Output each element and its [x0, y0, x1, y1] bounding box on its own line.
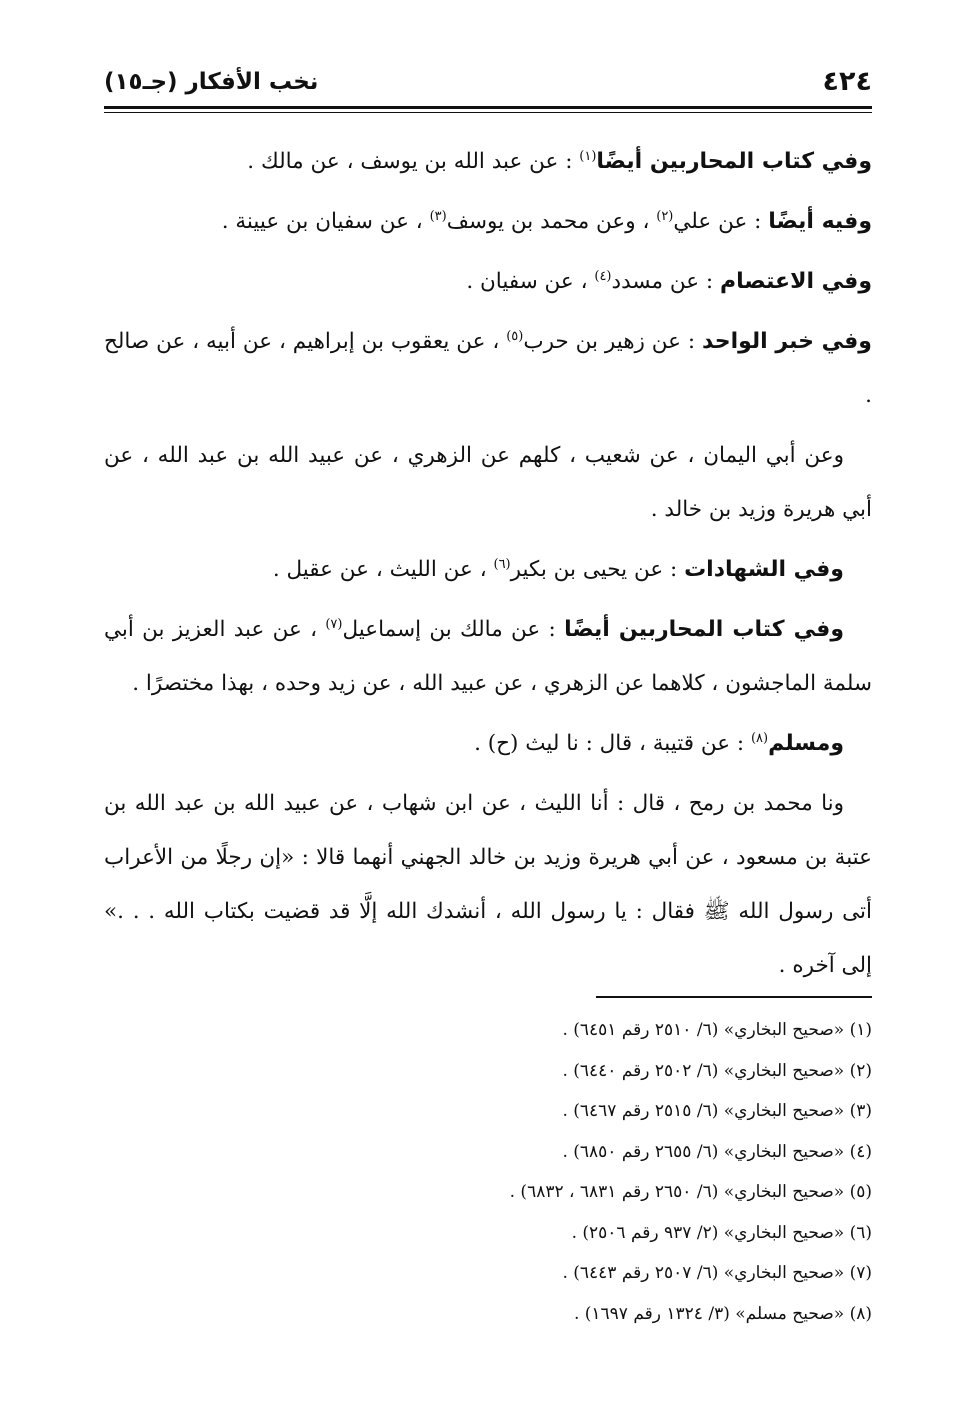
section-heading: وفي خبر الواحد	[702, 329, 872, 354]
footnote: (٦) «صحيح البخاري» (٢/ ٩٣٧ رقم ٢٥٠٦) .	[571, 1222, 872, 1243]
footnote: (٢) «صحيح البخاري» (٦/ ٢٥٠٢ رقم ٦٤٤٠) .	[562, 1060, 872, 1081]
footnote-ref: (١)	[579, 148, 597, 164]
paragraph	[104, 255, 872, 309]
running-title: نخب الأفكار (جـ١٥)	[104, 69, 319, 95]
footnote: (٥) «صحيح البخاري» (٦/ ٢٦٥٠ رقم ٦٨٣١ ، ٦٨٣٢) .	[509, 1182, 872, 1202]
paragraph-text: : عن علي	[673, 209, 769, 234]
page-number: ٤٢٤	[822, 66, 872, 97]
paragraph-text: ، عن عبد العزيز بن أبي سلمة الماجشون ، كلاهما عن الزهري ، عن عبيد الله ، عن زيد وحده ، بهذا مختصرًا .	[104, 617, 872, 696]
footnotes	[104, 1010, 872, 1334]
footnote: (٣) «صحيح البخاري» (٦/ ٢٥١٥ رقم ٦٤٦٧) .	[562, 1101, 872, 1121]
footnote-ref: (٨)	[750, 730, 769, 746]
paragraph	[104, 777, 872, 993]
paragraph-text: : عن زهير بن حرب	[523, 329, 702, 354]
page-header	[104, 62, 872, 102]
paragraph-text: ، عن سفيان بن عيينة .	[221, 209, 430, 234]
section-heading: وفي كتاب المحاربين أيضًا	[596, 149, 872, 174]
header-rule-thin	[104, 112, 872, 113]
paragraph-text: : عن مسدد	[611, 269, 720, 294]
section-heading: وفيه أيضًا	[768, 209, 872, 234]
footnote-ref: (٧)	[325, 616, 343, 632]
paragraph-text: ، عن الليث ، عن عقيل .	[272, 557, 494, 582]
paragraph-text: وعن أبي اليمان ، عن شعيب ، كلهم عن الزهري ، عن عبيد الله بن عبد الله ، عن أبي هريرة وزيد بن خالد .	[104, 443, 872, 522]
header-rule-thick	[104, 106, 872, 109]
paragraph-text: : عن عبد الله بن يوسف ، عن مالك .	[247, 149, 580, 174]
paragraph-text: ، عن يعقوب بن إبراهيم ، عن أبيه ، عن صالح .	[104, 329, 872, 408]
footnote-separator	[596, 996, 872, 998]
paragraph	[104, 315, 872, 423]
paragraph	[104, 717, 872, 771]
paragraph	[104, 429, 872, 537]
paragraph	[104, 603, 872, 711]
footnote: (١) «صحيح البخاري» (٦/ ٢٥١٠ رقم ٦٤٥١) .	[562, 1020, 872, 1040]
section-heading: وفي الاعتصام	[720, 269, 872, 294]
footnote-ref: (٣)	[429, 208, 447, 224]
paragraph	[104, 543, 872, 597]
paragraph	[104, 195, 872, 249]
paragraph-text: : عن مالك بن إسماعيل	[342, 617, 565, 642]
section-heading: وفي الشهادات	[684, 557, 844, 582]
footnote: (٧) «صحيح البخاري» (٦/ ٢٥٠٧ رقم ٦٤٤٣) .	[562, 1263, 872, 1283]
paragraph-text: ، عن سفيان .	[466, 269, 595, 294]
footnote-ref: (٥)	[506, 328, 524, 344]
paragraph-text: ، وعن محمد بن يوسف	[446, 209, 657, 234]
footnote: (٨) «صحيح مسلم» (٣/ ١٣٢٤ رقم ١٦٩٧) .	[573, 1303, 872, 1324]
footnote-ref: (٦)	[493, 556, 511, 572]
footnote-ref: (٤)	[594, 268, 612, 284]
paragraph-text: ونا محمد بن رمح ، قال : أنا الليث ، عن ابن شهاب ، عن عبيد الله بن عبد الله بن عتبة بن مسعود ، عن أبي هريرة وزيد بن خالد الجهني أنهما قالا : «إن رجلًا من الأعراب أتى رسول الله ﷺ فقال : يا رسول الله ، أنشدك الله إلَّا قد قضيت بكتاب الله . . .» إلى آخره .	[104, 791, 872, 978]
section-heading: ومسلم	[768, 731, 844, 756]
paragraph-text: : عن قتيبة ، قال : نا ليث (ح) .	[474, 731, 751, 756]
paragraph-text: : عن يحيى بن بكير	[510, 557, 685, 582]
paragraph	[104, 135, 872, 189]
section-heading: وفي كتاب المحاربين أيضًا	[564, 617, 845, 642]
footnote: (٤) «صحيح البخاري» (٦/ ٢٦٥٥ رقم ٦٨٥٠) .	[562, 1141, 872, 1162]
footnote-ref: (٢)	[656, 208, 674, 224]
main-text	[104, 135, 872, 999]
